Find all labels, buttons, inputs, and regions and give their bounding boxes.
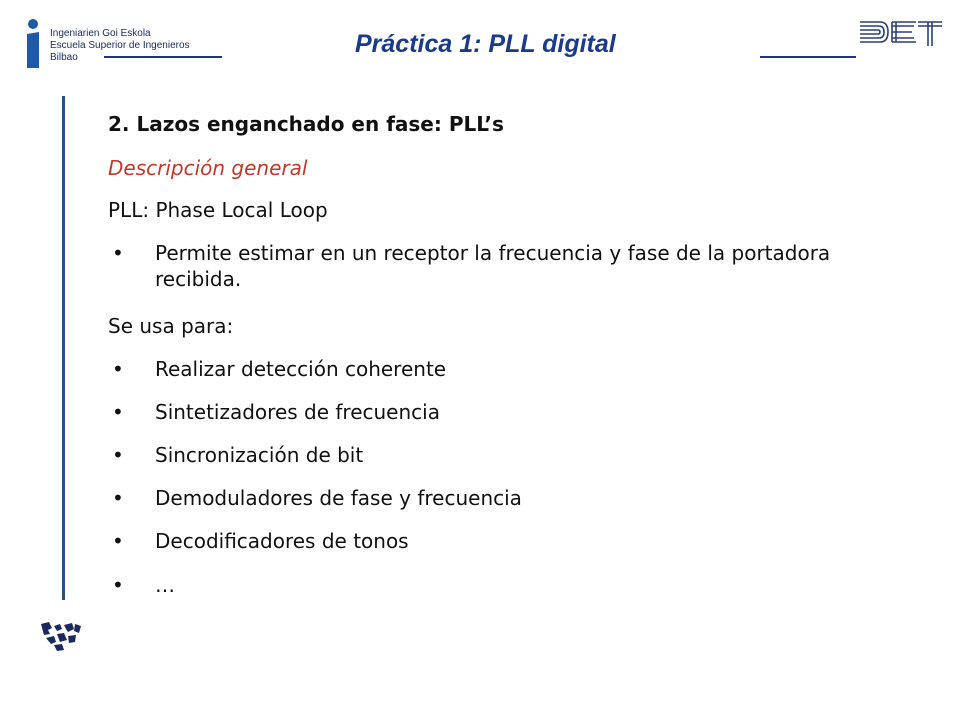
section-heading: 2. Lazos enganchado en fase: PLL’s <box>108 112 504 136</box>
uses-label: Se usa para: <box>108 314 234 338</box>
list-item-text: Realizar detección coherente <box>155 357 447 381</box>
slide-title: Práctica 1: PLL digital <box>355 30 616 58</box>
list-item-text: Decodificadores de tonos <box>155 529 409 553</box>
bullet-marker: • <box>112 241 124 265</box>
school-line-2: Escuela Superior de Ingenieros <box>50 40 190 51</box>
bullet-marker: • <box>112 357 124 381</box>
school-line-1: Ingeniarien Goi Eskola <box>50 28 151 39</box>
list-item-text: Demoduladores de fase y frecuencia <box>155 486 522 510</box>
school-logo-icon <box>22 18 44 70</box>
intro-bullet-text: Permite estimar en un receptor la frecuencia y fase de la portadora recibida. <box>155 241 831 291</box>
list-item-text: … <box>155 573 175 597</box>
school-name <box>50 28 190 64</box>
list-item-text: Sincronización de bit <box>155 443 364 467</box>
header-rule-left <box>104 56 222 58</box>
section-subheading: Descripción general <box>108 156 308 180</box>
bullet-marker: • <box>112 486 124 510</box>
university-logo-icon <box>40 620 82 652</box>
school-line-3: Bilbao <box>50 52 78 63</box>
bullet-marker: • <box>112 443 124 467</box>
bullet-marker: • <box>112 400 124 424</box>
left-accent-bar <box>62 96 65 600</box>
bullet-marker: • <box>112 529 124 553</box>
bullet-marker: • <box>112 573 124 597</box>
det-logo-icon <box>858 18 944 48</box>
definition-line: PLL: Phase Local Loop <box>108 198 328 222</box>
header-rule-right <box>760 56 856 58</box>
list-item-text: Sintetizadores de frecuencia <box>155 400 440 424</box>
